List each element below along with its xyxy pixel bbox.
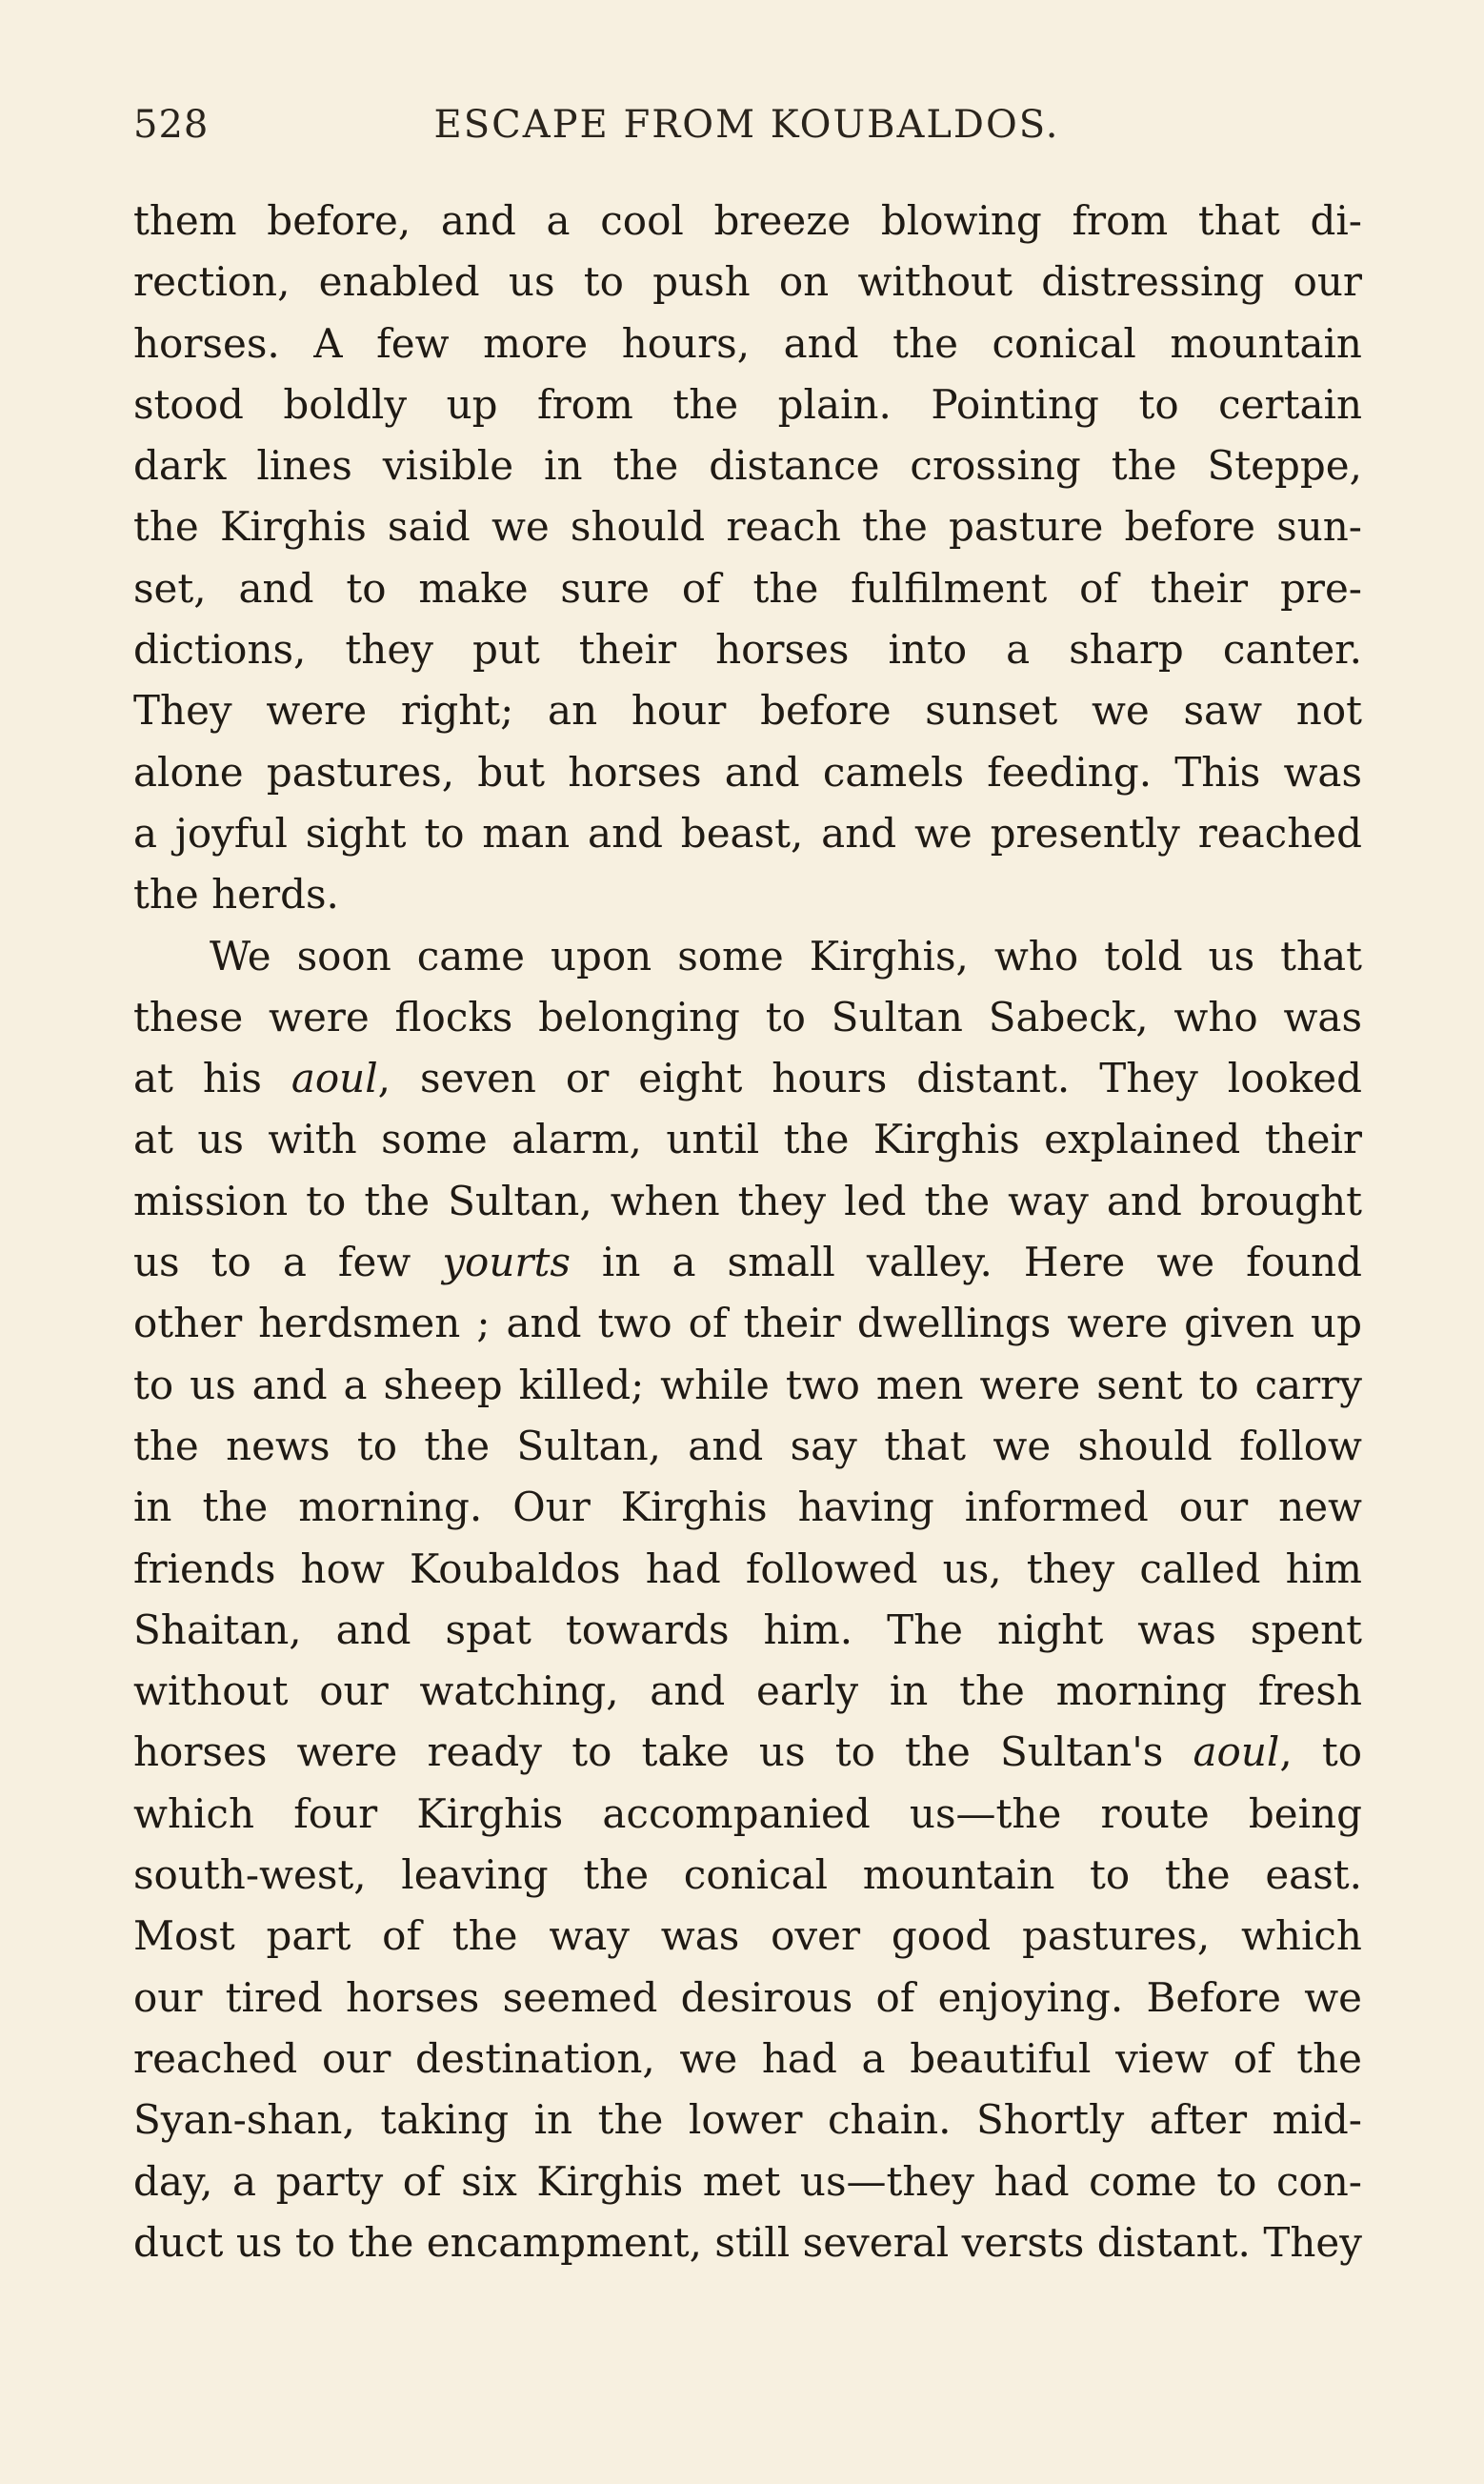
text-line: dictions, they put their horses into a sharp canter. — [133, 626, 1362, 674]
italic-term: yourts — [442, 1239, 571, 1286]
text-line: our tired horses seemed desirous of enjoying. Before we — [133, 1973, 1362, 2021]
text-line: without our watching, and early in the morning fresh — [133, 1667, 1362, 1715]
text-line: set, and to make sure of the fulfilment of their pre- — [133, 564, 1362, 612]
text-line: the Kirghis said we should reach the pasture before sun- — [133, 503, 1362, 551]
paragraph-1 — [133, 191, 1362, 926]
text-line: reached our destination, we had a beautiful view of the — [133, 2034, 1362, 2082]
text-line: alone pastures, but horses and camels feeding. This was — [133, 748, 1362, 796]
text-line: dark lines visible in the distance crossing the Steppe, — [133, 442, 1362, 490]
text-line: in the morning. Our Kirghis having informed our new — [133, 1484, 1362, 1531]
text-line: horses were ready to take us to the Sultan's aoul, to — [133, 1728, 1362, 1776]
italic-term: aoul — [291, 1055, 378, 1102]
page-number: 528 — [133, 103, 210, 147]
text-line: We soon came upon some Kirghis, who told us that — [210, 932, 1362, 979]
text-line: which four Kirghis accompanied us—the route being — [133, 1789, 1362, 1837]
text-line: other herdsmen ; and two of their dwellings were given up — [133, 1300, 1362, 1347]
text-line: stood boldly up from the plain. Pointing to certain — [133, 380, 1362, 428]
text-line: at us with some alarm, until the Kirghis explained their — [133, 1116, 1362, 1163]
text-line: the news to the Sultan, and say that we should follow — [133, 1422, 1362, 1469]
text-line: a joyful sight to man and beast, and we presently reached — [133, 809, 1362, 857]
text-line: south-west, leaving the conical mountain to the east. — [133, 1851, 1362, 1899]
italic-term: aoul — [1193, 1728, 1280, 1776]
body-text — [133, 191, 1362, 2273]
running-title: ESCAPE FROM KOUBALDOS. — [433, 103, 1060, 147]
text-line: mission to the Sultan, when they led the way and brought — [133, 1177, 1362, 1224]
text-line: Syan-shan, taking in the lower chain. Shortly after mid- — [133, 2096, 1362, 2144]
text-line: friends how Koubaldos had followed us, they called him — [133, 1545, 1362, 1592]
text-line: at his aoul, seven or eight hours distant. They looked — [133, 1055, 1363, 1102]
text-line: to us and a sheep killed; while two men were sent to carry — [133, 1361, 1362, 1408]
page-header — [133, 103, 1360, 151]
text-line: rection, enabled us to push on without distressing our — [133, 258, 1362, 306]
paragraph-2 — [133, 926, 1362, 2274]
text-line: day, a party of six Kirghis met us—they had come to con- — [133, 2157, 1362, 2205]
text-line: horses. A few more hours, and the conical mountain — [133, 319, 1362, 367]
text-line: duct us to the encampment, still several versts distant. They — [133, 2218, 1362, 2266]
text-line: them before, and a cool breeze blowing from that di- — [133, 197, 1362, 244]
text-line: Most part of the way was over good pastures, which — [133, 1912, 1362, 1960]
text-line: Shaitan, and spat towards him. The night was spent — [133, 1606, 1362, 1653]
text-line: us to a few yourts in a small valley. Here we found — [133, 1239, 1362, 1286]
text-line: these were flocks belonging to Sultan Sabeck, who was — [133, 993, 1362, 1040]
text-line: the herds. — [133, 871, 339, 919]
text-line: They were right; an hour before sunset we saw not — [133, 687, 1362, 735]
